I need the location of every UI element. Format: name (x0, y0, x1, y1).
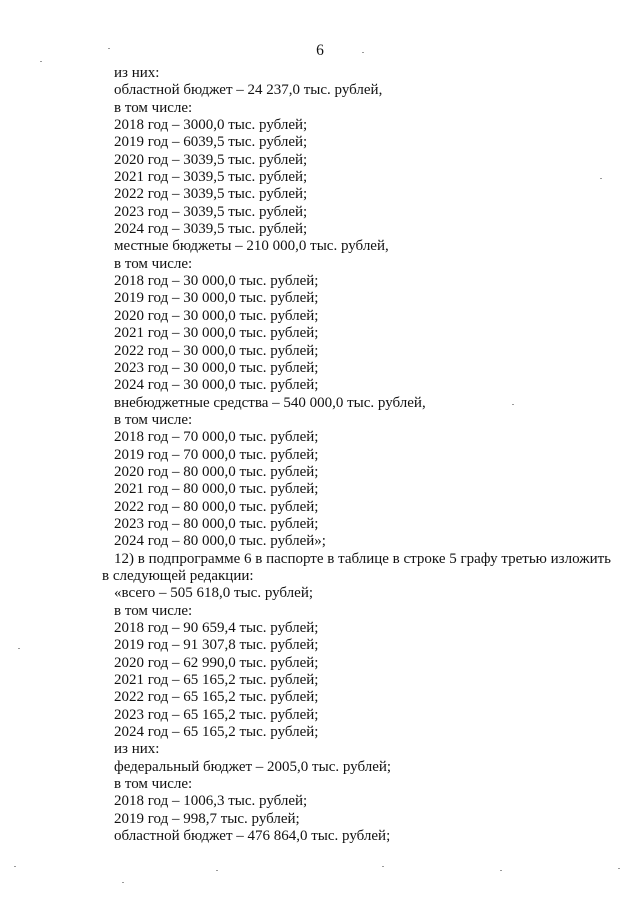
text-line: 2021 год – 65 165,2 тыс. рублей; (114, 672, 319, 689)
text-line: 2024 год – 30 000,0 тыс. рублей; (114, 377, 319, 394)
scan-speck (362, 52, 364, 53)
text-line: 2019 год – 70 000,0 тыс. рублей; (114, 446, 319, 463)
text-line: 2019 год – 998,7 тыс. рублей; (114, 810, 300, 827)
text-line: 2018 год – 70 000,0 тыс. рублей; (114, 429, 319, 446)
text-line: 2018 год – 30 000,0 тыс. рублей; (114, 273, 319, 290)
scan-speck (40, 61, 42, 62)
text-line: областной бюджет – 24 237,0 тыс. рублей, (114, 82, 383, 99)
scan-speck (14, 866, 16, 867)
text-line: 2018 год – 3000,0 тыс. рублей; (114, 117, 308, 134)
text-line: 2018 год – 1006,3 тыс. рублей; (114, 793, 308, 810)
text-line: 2020 год – 80 000,0 тыс. рублей; (114, 463, 319, 480)
text-line: местные бюджеты – 210 000,0 тыс. рублей, (114, 238, 389, 255)
text-line: областной бюджет – 476 864,0 тыс. рублей; (114, 828, 391, 845)
scan-speck (18, 648, 20, 649)
scan-speck (108, 48, 110, 49)
text-line: федеральный бюджет – 2005,0 тыс. рублей; (114, 758, 392, 775)
text-line: 2024 год – 65 165,2 тыс. рублей; (114, 724, 319, 741)
text-line: 2021 год – 3039,5 тыс. рублей; (114, 169, 308, 186)
text-line: 2021 год – 80 000,0 тыс. рублей; (114, 481, 319, 498)
text-line: в том числе: (114, 602, 193, 619)
text-line: 2019 год – 6039,5 тыс. рублей; (114, 134, 308, 151)
document-body (0, 65, 640, 845)
text-line: в том числе: (114, 255, 193, 272)
text-line: 2020 год – 3039,5 тыс. рублей; (114, 151, 308, 168)
text-line: 2023 год – 3039,5 тыс. рублей; (114, 203, 308, 220)
paragraph-continuation-line: в следующей редакции: (102, 567, 254, 584)
text-line: 2022 год – 65 165,2 тыс. рублей; (114, 689, 319, 706)
text-line: 2019 год – 91 307,8 тыс. рублей; (114, 637, 319, 654)
text-line: 2024 год – 3039,5 тыс. рублей; (114, 221, 308, 238)
scan-speck (618, 868, 620, 869)
text-line: 2020 год – 30 000,0 тыс. рублей; (114, 307, 319, 324)
text-line: внебюджетные средства – 540 000,0 тыс. рублей, (114, 394, 426, 411)
scan-speck (122, 882, 124, 883)
scan-speck (382, 866, 384, 867)
text-line: в том числе: (114, 776, 193, 793)
text-line: 2022 год – 80 000,0 тыс. рублей; (114, 498, 319, 515)
text-line: из них: (114, 741, 160, 758)
paragraph-start-line: 12) в подпрограмме 6 в паспорте в таблице в строке 5 графу третью изложить (114, 550, 611, 567)
text-line: «всего – 505 618,0 тыс. рублей; (114, 585, 314, 602)
text-line: 2023 год – 30 000,0 тыс. рублей; (114, 359, 319, 376)
text-line: 2019 год – 30 000,0 тыс. рублей; (114, 290, 319, 307)
text-line: в том числе: (114, 99, 193, 116)
scan-speck (216, 870, 218, 871)
text-line: 2022 год – 30 000,0 тыс. рублей; (114, 342, 319, 359)
text-line: 2023 год – 65 165,2 тыс. рублей; (114, 706, 319, 723)
scan-speck (600, 178, 602, 179)
text-line: 2022 год – 3039,5 тыс. рублей; (114, 186, 308, 203)
text-line: в том числе: (114, 411, 193, 428)
text-line: 2020 год – 62 990,0 тыс. рублей; (114, 654, 319, 671)
text-line: 2021 год – 30 000,0 тыс. рублей; (114, 325, 319, 342)
text-line: 2023 год – 80 000,0 тыс. рублей; (114, 515, 319, 532)
page-number: 6 (316, 42, 324, 59)
text-line: 2018 год – 90 659,4 тыс. рублей; (114, 620, 319, 636)
scan-speck (512, 404, 514, 405)
text-line: 2024 год – 80 000,0 тыс. рублей»; (114, 533, 326, 550)
scan-speck (500, 870, 502, 871)
text-line: из них: (114, 65, 160, 81)
